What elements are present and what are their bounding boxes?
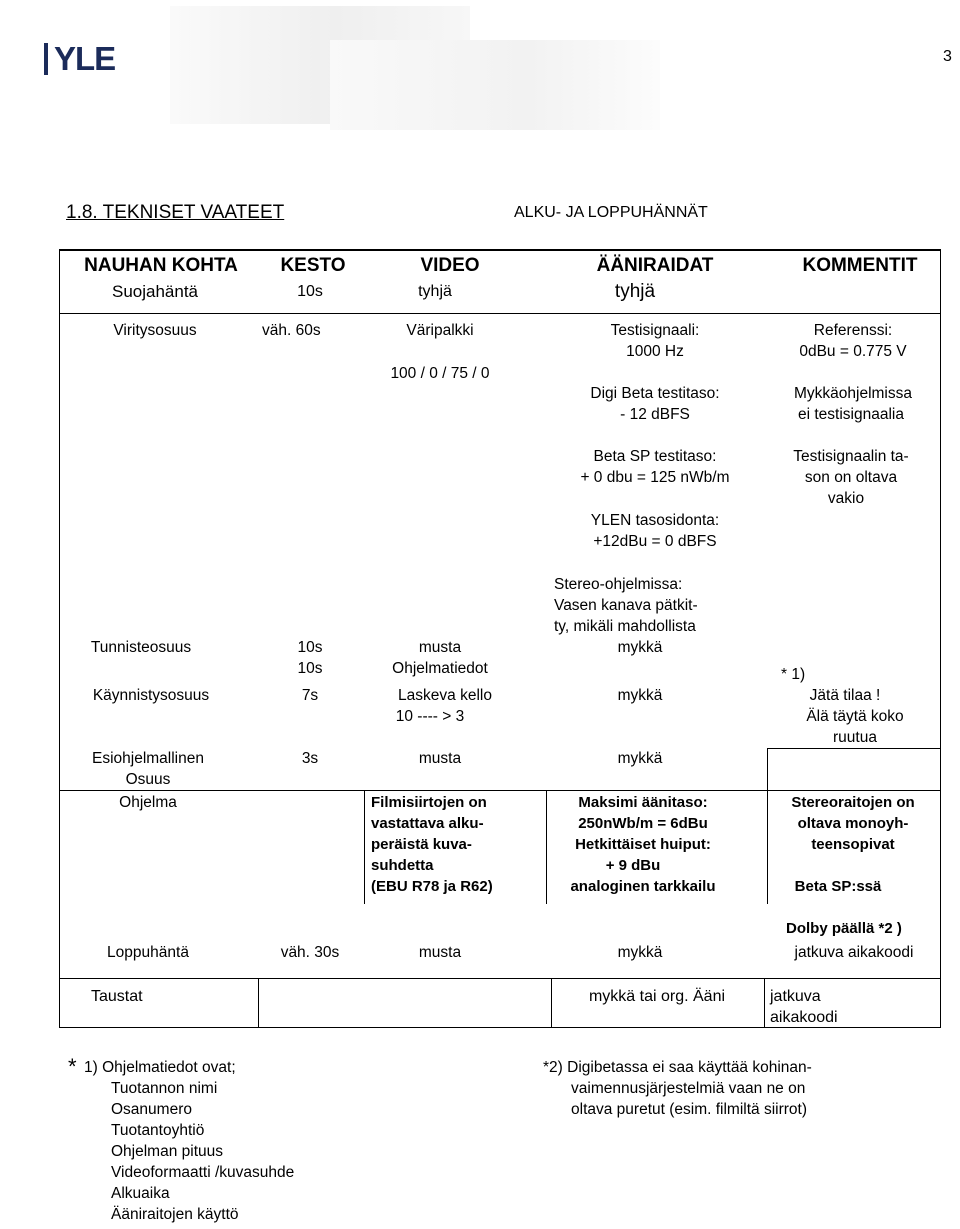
logo-bar [44,43,48,75]
cell-aani: ty, mikäli mahdollista [554,618,696,635]
page-number: 3 [943,48,952,65]
cell-video: Ohjelmatiedot [392,660,488,677]
cell-aani: +12dBu = 0 dBFS [593,533,717,550]
column-header-video: VIDEO [420,255,480,276]
cell-aani: Hetkittäiset huiput: [575,836,711,853]
cell-aani: mykkä [617,687,663,704]
column-header-aaniraidat: ÄÄNIRAIDAT [596,255,714,276]
cell-kommentit: ruutua [833,729,877,746]
list-item: Tuotantoyhtiö [111,1122,205,1139]
cell-kommentit: jatkuva [770,988,821,1005]
cell-kommentit: Jätä tilaa ! [809,687,881,704]
cell-kommentit: ei testisignaalia [798,406,904,423]
column-header-kesto: KESTO [280,255,346,276]
cell-kommentit: Älä täytä koko [806,708,904,725]
cell-aani: Digi Beta testitaso: [590,385,720,402]
cell-video: vastattava alku- [371,815,484,832]
cell-video: suhdetta [371,857,434,874]
cell-kesto: 3s [301,750,319,767]
section-subtitle: ALKU- JA LOPPUHÄNNÄT [514,204,708,221]
cell-aani: + 0 dbu = 125 nWb/m [580,469,730,486]
cell-kohta: Osuus [125,771,171,788]
cell-kohta: Loppuhäntä [107,944,189,961]
column-header-kohta: NAUHAN KOHTA [84,255,238,276]
logo-text: YLE [54,40,116,77]
cell-video: Filmisiirtojen on [371,794,487,811]
footnote-line: oltava puretut (esim. filmiltä siirrot) [571,1101,808,1118]
cell-aani: tyhjä [614,281,656,302]
cell-aani: 1000 Hz [626,343,684,360]
cell-video: musta [418,639,462,656]
cell-kommentit: jatkuva aikakoodi [794,944,914,961]
cell-kohta: Ohjelma [119,794,177,811]
cell-aani: mykkä [617,639,663,656]
cell-video: 10 ---- > 3 [395,708,465,725]
column-header-kommentit: KOMMENTIT [802,255,918,276]
cell-kesto: väh. 60s [262,322,321,339]
cell-kohta: Viritysosuus [113,322,197,339]
cell-video: peräistä kuva- [371,836,472,853]
cell-aani: mykkä tai org. Ääni [588,988,726,1005]
cell-kesto: väh. 30s [280,944,340,961]
cell-kesto: 10s [297,639,323,656]
footnote-line: vaimennusjärjestelmiä vaan ne on [571,1080,806,1097]
cell-video: (EBU R78 ja R62) [371,878,493,895]
list-item: Osanumero [111,1101,192,1118]
cell-kommentit: aikakoodi [770,1009,838,1026]
cell-aani: 250nWb/m = 6dBu [578,815,708,832]
list-item: Videoformaatti /kuvasuhde [111,1164,295,1181]
cell-aani: Testisignaali: [610,322,700,339]
cell-kohta: Esiohjelmallinen [91,750,204,767]
cell-aani: Stereo-ohjelmissa: [554,576,683,593]
cell-video: musta [418,750,462,767]
cell-kohta: Taustat [91,988,143,1005]
footnote-line: *2) Digibetassa ei saa käyttää kohinan- [543,1059,812,1076]
cell-kommentit: Testisignaalin ta- [793,448,909,465]
cell-kommentit: * 1) [781,666,806,683]
cell-video: 100 / 0 / 75 / 0 [390,365,490,382]
footnote-heading: 1) Ohjelmatiedot ovat; [84,1059,236,1076]
list-item: Ääniraitojen käyttö [111,1206,239,1223]
cell-aani: Vasen kanava pätkit- [554,597,698,614]
list-item: Alkuaika [111,1185,170,1202]
cell-kommentit: Referenssi: [813,322,893,339]
cell-kommentit: vakio [827,490,865,507]
cell-video: Laskeva kello [398,687,492,704]
cell-kohta: Käynnistysosuus [92,687,210,704]
cell-aani: YLEN tasosidonta: [590,512,720,529]
cell-kohta: Suojahäntä [111,282,199,301]
cell-aani: - 12 dBFS [620,406,690,423]
yle-logo [44,42,115,76]
cell-kommentit: Dolby päällä *2 ) [786,920,902,937]
cell-kommentit: teensopivat [811,836,895,853]
cell-aani: Beta SP testitaso: [593,448,717,465]
section-title: 1.8. TEKNISET VAATEET [66,202,285,223]
cell-kohta: Tunnisteosuus [90,639,192,656]
list-item: Tuotannon nimi [111,1080,218,1097]
cell-aani: + 9 dBu [605,857,661,874]
cell-kesto: 10s [297,283,323,300]
list-item: Ohjelman pituus [111,1143,224,1160]
footnote-star: * [68,1054,77,1079]
cell-kesto: 7s [301,687,319,704]
header-background-shade [330,40,660,130]
cell-aani: analoginen tarkkailu [570,878,716,895]
cell-kommentit: Stereoraitojen on [791,794,915,811]
cell-aani: Maksimi äänitaso: [578,794,708,811]
cell-kommentit: oltava monoyh- [797,815,909,832]
cell-kesto: 10s [297,660,323,677]
cell-aani: mykkä [617,750,663,767]
cell-video: Väripalkki [406,322,474,339]
cell-aani: mykkä [617,944,663,961]
cell-video: tyhjä [418,283,452,300]
cell-kommentit: son on oltava [804,469,898,486]
cell-video: musta [418,944,462,961]
cell-kommentit: 0dBu = 0.775 V [799,343,907,360]
cell-kommentit: Mykkäohjelmissa [793,385,912,402]
cell-kommentit: Beta SP:ssä [794,878,882,895]
